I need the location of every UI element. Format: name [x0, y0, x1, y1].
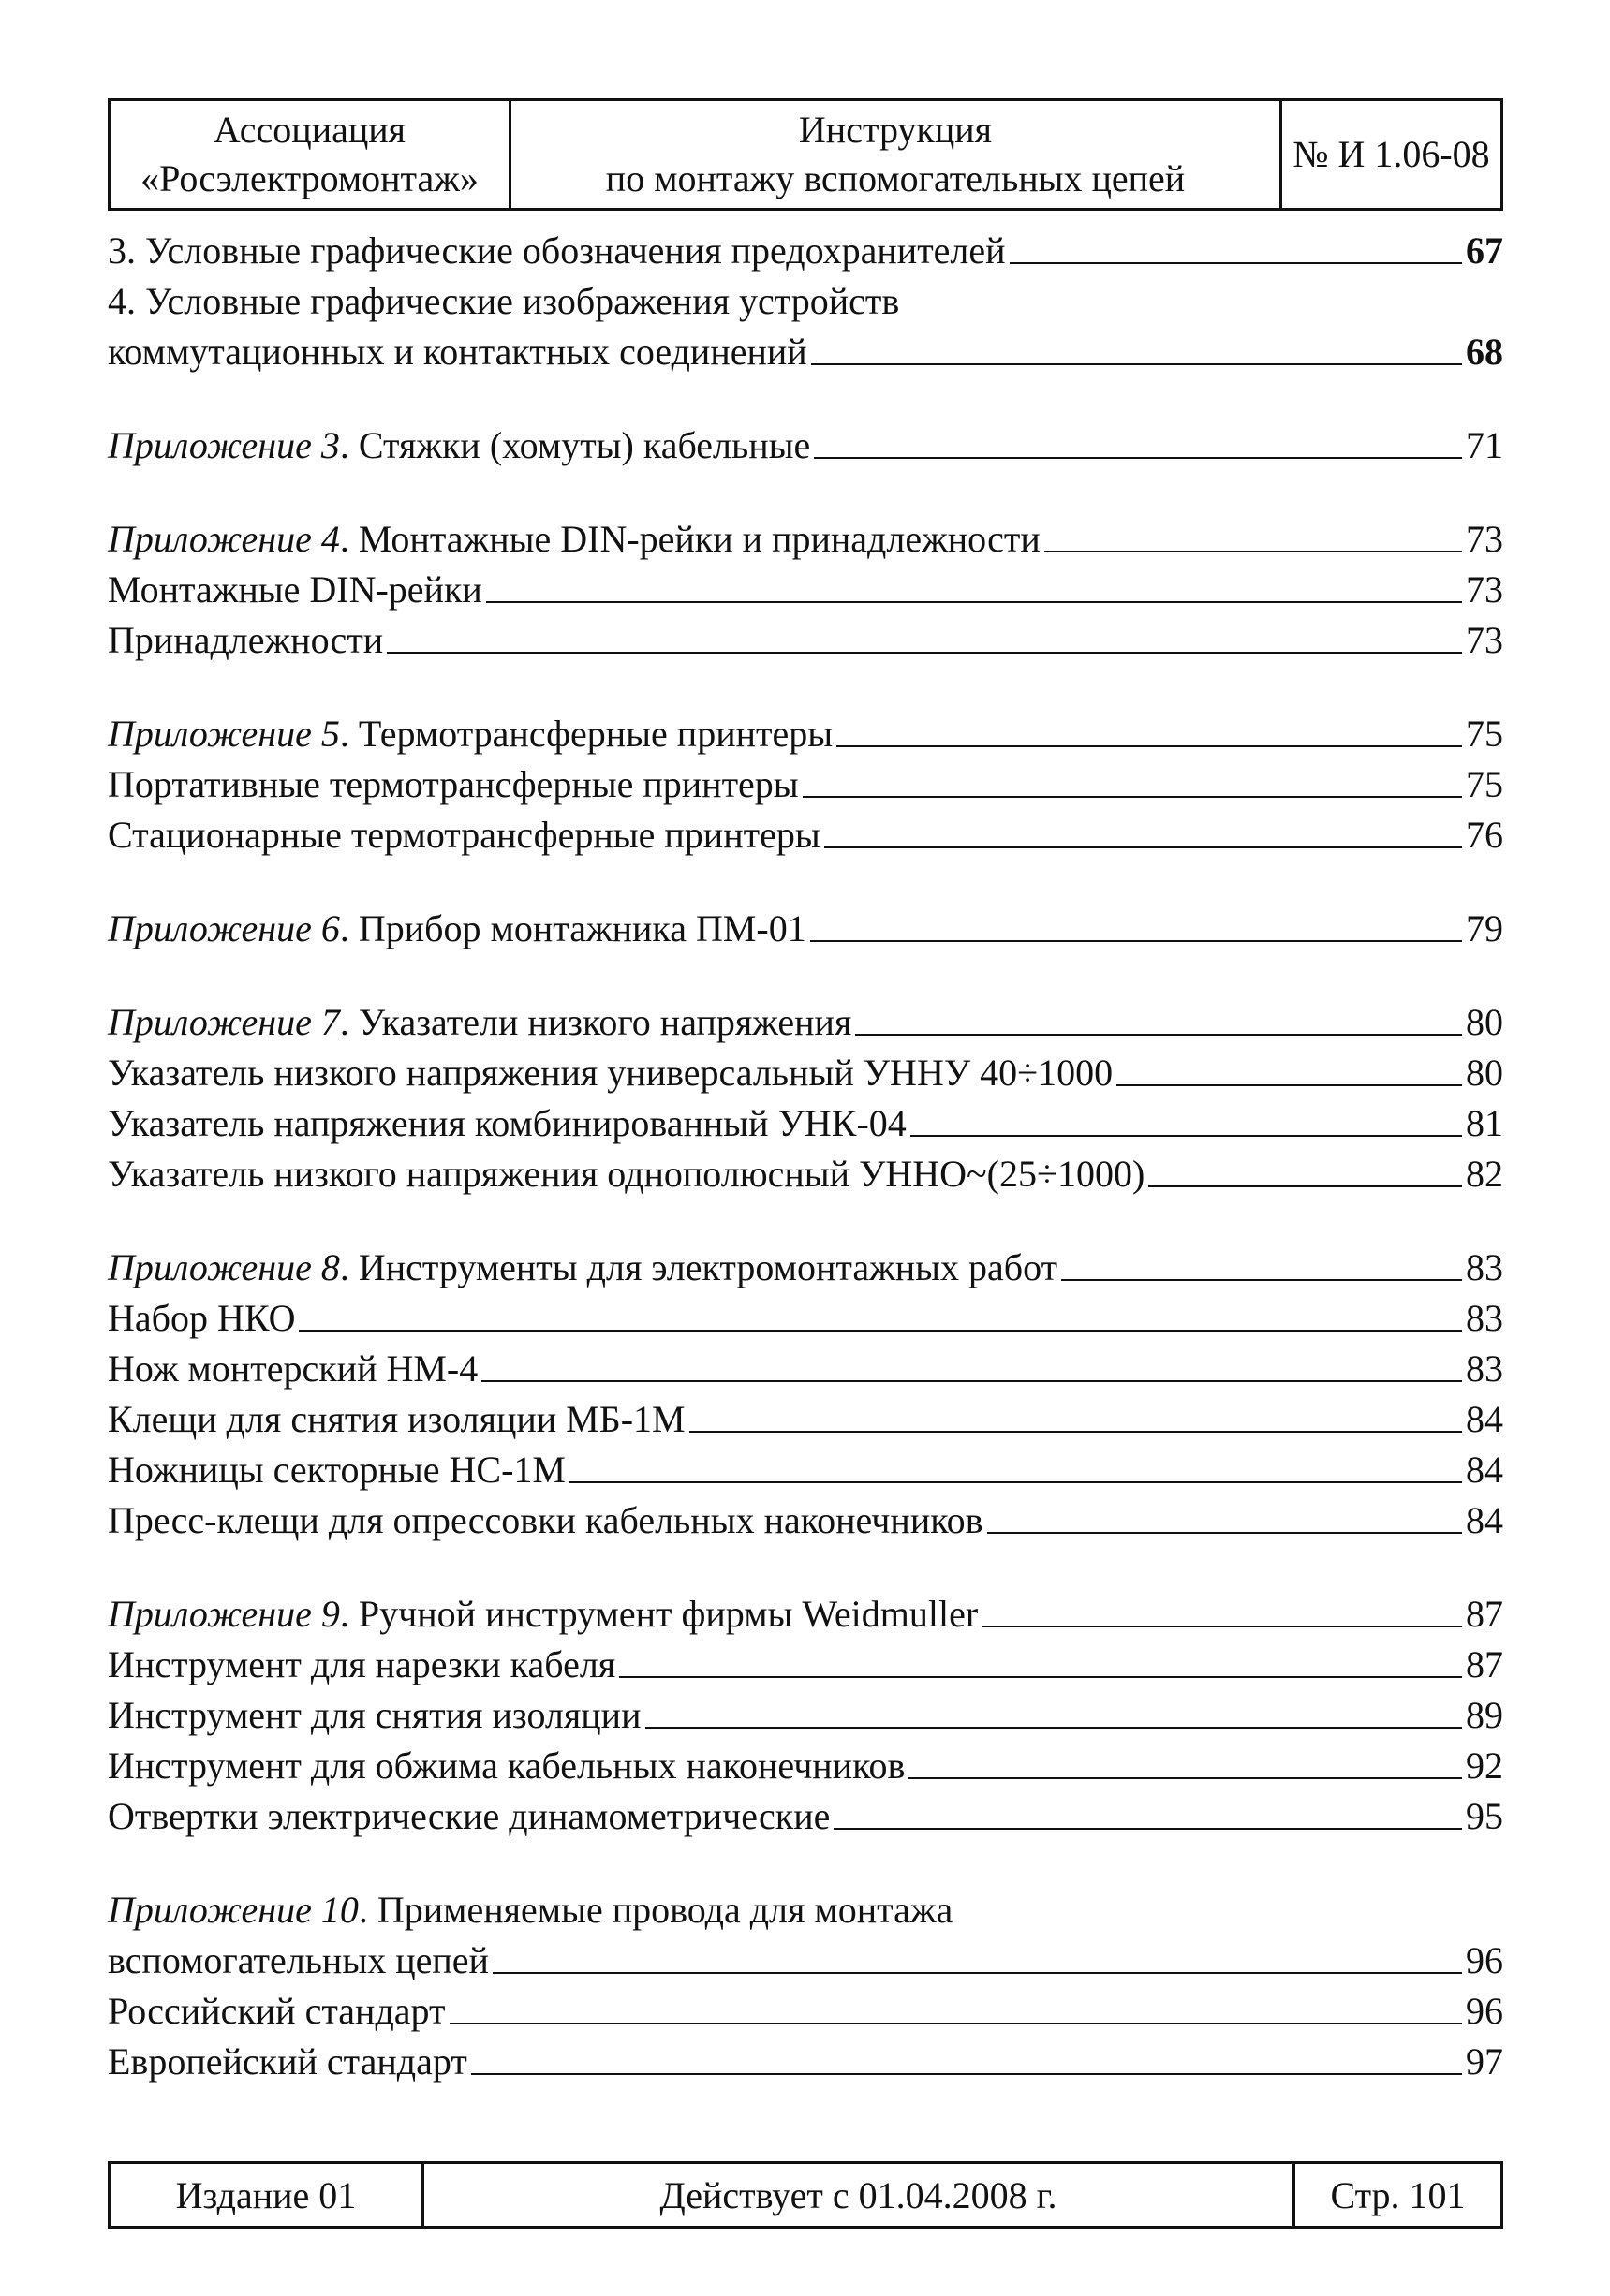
- toc-entry: [108, 1146, 1503, 1197]
- document-title-line1: Инструкция: [798, 109, 993, 151]
- toc-page-number: 75: [1466, 713, 1503, 755]
- toc-page-number: 73: [1466, 518, 1503, 560]
- toc-entry: [108, 418, 1503, 468]
- toc-entry-text: . Инструменты для электромонтажных работ: [339, 1246, 1058, 1288]
- toc-entry: [108, 1096, 1503, 1146]
- leader-line: [824, 846, 1462, 848]
- toc-entry: [108, 901, 1503, 951]
- document-title-cell: [511, 101, 1282, 208]
- toc-entry-text: . Монтажные DIN-рейки и принадлежности: [339, 518, 1041, 560]
- toc-entry-text: Портативные термотрансферные принтеры: [108, 763, 799, 805]
- toc-entry-title: [108, 1592, 978, 1637]
- leader-line: [493, 1972, 1462, 1974]
- document-title-line2: по монтажу вспомогательных цепей: [605, 157, 1186, 199]
- toc-heading-line: [108, 273, 1503, 324]
- section-gap: [108, 858, 1503, 901]
- leader-line: [471, 2073, 1462, 2075]
- section-gap: [108, 951, 1503, 994]
- toc-page-number: 89: [1466, 1694, 1503, 1736]
- leader-line: [619, 1676, 1462, 1678]
- toc-entry-title: [108, 279, 899, 324]
- toc-entry-title: [108, 1152, 1145, 1197]
- toc-entry: [108, 511, 1503, 562]
- leader-line: [299, 1330, 1462, 1332]
- toc-page-number: 87: [1466, 1643, 1503, 1685]
- toc-entry-title: [108, 1693, 642, 1738]
- leader-line: [387, 652, 1462, 654]
- leader-line: [803, 796, 1462, 798]
- leader-line: [450, 2023, 1462, 2024]
- toc-entry-title: [108, 1397, 686, 1442]
- appendix-label: Приложение 10: [108, 1889, 359, 1931]
- section-gap: [108, 663, 1503, 706]
- section-gap: [108, 468, 1503, 511]
- toc-entry-title: [108, 2039, 467, 2084]
- section-gap: [108, 1197, 1503, 1240]
- toc-entry-text: Клещи для снятия изоляции МБ-1М: [108, 1398, 686, 1440]
- toc-entry-title: [108, 906, 806, 951]
- toc-entry: [108, 1240, 1503, 1290]
- toc-entry: [108, 324, 1503, 375]
- section-gap: [108, 1839, 1503, 1882]
- toc-entry: [108, 994, 1503, 1045]
- toc-entry: [108, 706, 1503, 757]
- leader-line: [1010, 262, 1462, 264]
- leader-line: [855, 1034, 1462, 1036]
- toc-entry: [108, 1687, 1503, 1738]
- toc-page-number: 84: [1466, 1398, 1503, 1440]
- toc-entry: [108, 1493, 1503, 1543]
- toc-page-number: 71: [1466, 424, 1503, 466]
- document-number: № И 1.06-08: [1292, 133, 1490, 175]
- toc-entry-title: [108, 1101, 907, 1146]
- footer-table: [108, 2161, 1503, 2229]
- toc-page-number: 79: [1466, 907, 1503, 949]
- leader-line: [834, 1828, 1462, 1830]
- toc-entry-title: [108, 1989, 446, 2034]
- toc-page-number: 87: [1466, 1593, 1503, 1635]
- table-of-contents: [108, 223, 1503, 2084]
- toc-entry-title: [108, 330, 807, 375]
- leader-line: [569, 1481, 1462, 1483]
- toc-entry-text: Инструмент для обжима кабельных наконечников: [108, 1744, 906, 1787]
- toc-page-number: 83: [1466, 1246, 1503, 1288]
- edition-cell: [111, 2164, 424, 2226]
- document-number-cell: [1282, 101, 1500, 208]
- leader-line: [987, 1532, 1462, 1534]
- toc-entry-text: Указатель низкого напряжения универсальный УННУ 40÷1000: [108, 1052, 1114, 1094]
- toc-entry: [108, 1290, 1503, 1341]
- toc-page-number: 83: [1466, 1347, 1503, 1390]
- toc-entry-text: 4. Условные графические изображения устройств: [108, 280, 900, 322]
- toc-page-number: 73: [1466, 619, 1503, 661]
- toc-entry: [108, 807, 1503, 858]
- toc-entry: [108, 562, 1503, 612]
- toc-page-number: 92: [1466, 1744, 1503, 1787]
- toc-page-number: 84: [1466, 1499, 1503, 1541]
- toc-entry-text: . Стяжки (хомуты) кабельные: [339, 424, 811, 466]
- toc-entry-text: Нож монтерский НМ-4: [108, 1347, 479, 1390]
- section-gap: [108, 375, 1503, 418]
- appendix-label: Приложение 9: [108, 1593, 340, 1635]
- leader-line: [910, 1135, 1462, 1137]
- edition-label: Издание 01: [175, 2173, 357, 2216]
- leader-line: [836, 745, 1462, 747]
- appendix-label: Приложение 3: [108, 424, 340, 466]
- toc-page-number: 96: [1466, 1990, 1503, 2032]
- leader-line: [1061, 1279, 1462, 1281]
- leader-line: [481, 1380, 1462, 1382]
- leader-line: [645, 1727, 1463, 1729]
- toc-entry-title: [108, 813, 820, 858]
- toc-entry: [108, 1637, 1503, 1687]
- toc-entry-text: Указатель низкого напряжения однополюсный УННО~(25÷1000): [108, 1153, 1145, 1195]
- leader-line: [1148, 1185, 1462, 1187]
- toc-entry-text: Европейский стандарт: [108, 2040, 467, 2083]
- toc-entry-title: [108, 1744, 905, 1788]
- leader-line: [908, 1777, 1462, 1779]
- toc-entry-text: Ножницы секторные НС-1М: [108, 1449, 566, 1491]
- toc-entry-title: [108, 712, 833, 757]
- toc-entry-text: Принадлежности: [108, 619, 384, 661]
- toc-entry-title: [108, 1000, 851, 1045]
- toc-entry-text: Пресс-клещи для опрессовки кабельных наконечников: [108, 1499, 983, 1541]
- toc-entry: [108, 612, 1503, 663]
- toc-entry-title: [108, 1642, 615, 1687]
- page-number-cell: [1295, 2164, 1500, 2226]
- toc-page-number: 80: [1466, 1001, 1503, 1043]
- toc-entry-text: 3. Условные графические обозначения предохранителей: [108, 229, 1006, 272]
- leader-line: [1116, 1084, 1462, 1086]
- toc-page-number: 73: [1466, 568, 1503, 611]
- valid-from-label: Действует с 01.04.2008 г.: [659, 2173, 1057, 2216]
- toc-entry: [108, 1738, 1503, 1788]
- section-gap: [108, 1543, 1503, 1586]
- toc-entry-title: [108, 1888, 953, 1933]
- toc-entry-text: Набор НКО: [108, 1297, 296, 1339]
- toc-entry-title: [108, 618, 383, 663]
- toc-entry-title: [108, 762, 799, 807]
- toc-entry-title: [108, 423, 810, 468]
- toc-entry-title: [108, 1938, 489, 1983]
- toc-entry-title: [108, 1347, 478, 1391]
- leader-line: [689, 1431, 1462, 1433]
- header-table: [108, 98, 1503, 211]
- toc-entry: [108, 1045, 1503, 1096]
- leader-line: [810, 940, 1462, 942]
- toc-entry: [108, 1442, 1503, 1493]
- toc-page-number: 95: [1466, 1795, 1503, 1837]
- leader-line: [811, 363, 1462, 365]
- toc-entry-text: . Применяемые провода для монтажа: [358, 1889, 953, 1931]
- toc-page-number: 97: [1466, 2040, 1503, 2083]
- toc-heading-line: [108, 1882, 1503, 1933]
- toc-entry-text: Указатель напряжения комбинированный УНК-04: [108, 1102, 907, 1144]
- valid-from-cell: [424, 2164, 1295, 2226]
- leader-line: [982, 1626, 1462, 1627]
- appendix-label: Приложение 5: [108, 713, 340, 755]
- toc-entry-text: Отвертки электрические динамометрические: [108, 1795, 831, 1837]
- toc-entry: [108, 223, 1503, 273]
- toc-entry-title: [108, 1498, 983, 1543]
- toc-page-number: 67: [1466, 229, 1503, 272]
- toc-page-number: 82: [1466, 1153, 1503, 1195]
- appendix-label: Приложение 4: [108, 518, 340, 560]
- toc-entry-title: [108, 1448, 566, 1493]
- toc-entry: [108, 1983, 1503, 2034]
- appendix-label: Приложение 7: [108, 1001, 340, 1043]
- toc-page-number: 80: [1466, 1052, 1503, 1094]
- toc-entry-text: . Прибор монтажника ПМ-01: [339, 907, 806, 949]
- toc-entry-title: [108, 1245, 1057, 1290]
- toc-entry-text: коммутационных и контактных соединений: [108, 331, 807, 373]
- toc-entry: [108, 1788, 1503, 1839]
- toc-entry-title: [108, 1051, 1113, 1096]
- toc-entry-title: [108, 228, 1006, 273]
- appendix-label: Приложение 6: [108, 907, 340, 949]
- toc-entry: [108, 1933, 1503, 1983]
- toc-entry-text: Инструмент для нарезки кабеля: [108, 1643, 616, 1685]
- toc-entry-title: [108, 1794, 830, 1839]
- appendix-label: Приложение 8: [108, 1246, 340, 1288]
- leader-line: [1044, 551, 1462, 552]
- toc-entry-text: Стационарные термотрансферные принтеры: [108, 814, 820, 856]
- toc-page-number: 75: [1466, 763, 1503, 805]
- toc-page-number: 76: [1466, 814, 1503, 856]
- toc-entry-text: . Ручной инструмент фирмы Weidmuller: [339, 1593, 979, 1635]
- toc-entry-text: вспомогательных цепей: [108, 1939, 489, 1981]
- toc-page-number: 83: [1466, 1297, 1503, 1339]
- toc-entry: [108, 1341, 1503, 1391]
- organization-line1: Ассоциация: [213, 109, 406, 151]
- leader-line: [814, 457, 1462, 459]
- toc-entry-text: Российский стандарт: [108, 1990, 446, 2032]
- toc-entry-text: Монтажные DIN-рейки: [108, 568, 482, 611]
- organization-cell: [111, 101, 511, 208]
- toc-page-number: 84: [1466, 1449, 1503, 1491]
- leader-line: [486, 601, 1462, 603]
- toc-entry-title: [108, 517, 1041, 562]
- toc-entry: [108, 1391, 1503, 1442]
- toc-entry-title: [108, 567, 482, 612]
- page-number-label: Стр. 101: [1330, 2173, 1466, 2216]
- toc-entry: [108, 757, 1503, 807]
- toc-entry-title: [108, 1296, 295, 1341]
- toc-entry-text: . Указатели низкого напряжения: [339, 1001, 852, 1043]
- toc-entry-text: . Термотрансферные принтеры: [339, 713, 834, 755]
- organization-line2: «Росэлектромонтаж»: [140, 157, 479, 199]
- toc-entry-text: Инструмент для снятия изоляции: [108, 1694, 642, 1736]
- toc-page-number: 68: [1466, 331, 1503, 373]
- toc-entry: [108, 1586, 1503, 1637]
- toc-page-number: 96: [1466, 1939, 1503, 1981]
- toc-entry: [108, 2034, 1503, 2084]
- toc-page-number: 81: [1466, 1102, 1503, 1144]
